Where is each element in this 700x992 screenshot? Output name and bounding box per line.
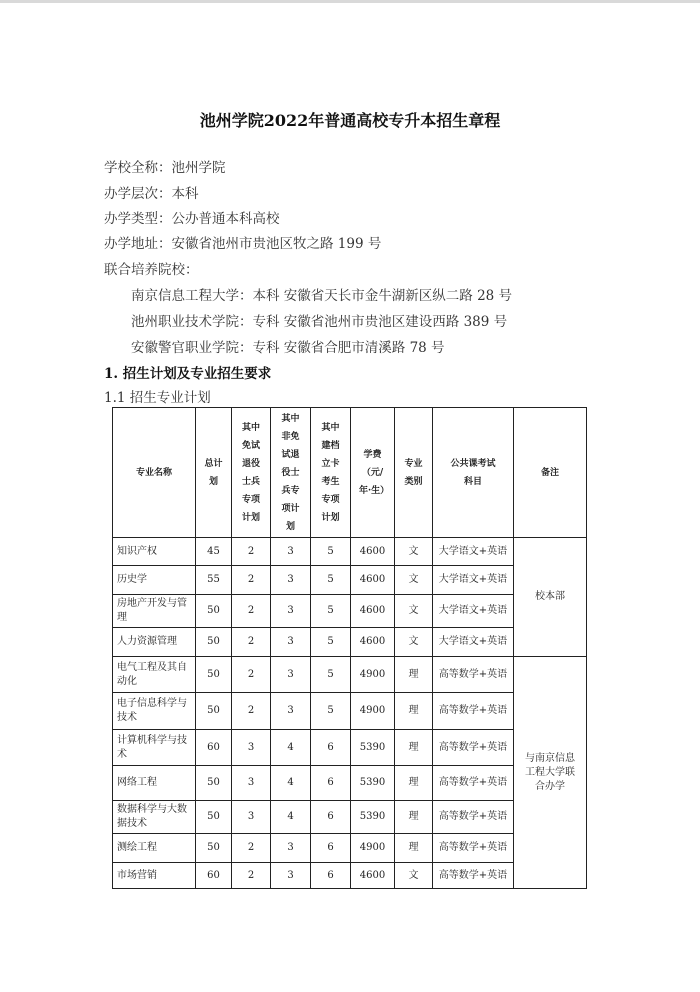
table-cell: 大学语文+英语 (433, 628, 514, 657)
table-cell: 文 (395, 628, 433, 657)
column-header: 总计划 (196, 408, 232, 538)
table-cell: 4900 (351, 834, 395, 863)
table-cell: 高等数学+英语 (433, 834, 514, 863)
table-cell: 大学语文+英语 (433, 566, 514, 595)
table-cell: 50 (196, 766, 232, 801)
partner-item: 安徽警官职业学院：专科 安徽省合肥市清溪路 78 号 (131, 340, 445, 356)
table-cell: 网络工程 (113, 766, 196, 801)
table-cell: 2 (232, 693, 271, 730)
table-cell: 3 (271, 657, 311, 693)
table-cell: 6 (311, 863, 351, 889)
info-partners-label: 联合培养院校： (104, 262, 199, 278)
table-cell: 理 (395, 693, 433, 730)
table-cell: 历史学 (113, 566, 196, 595)
table-cell: 6 (311, 834, 351, 863)
column-header: 备注 (514, 408, 587, 538)
info-level: 办学层次：本科 (104, 186, 199, 202)
table-cell: 6 (311, 730, 351, 766)
table-cell: 2 (232, 657, 271, 693)
table-cell: 5390 (351, 766, 395, 801)
table-cell: 知识产权 (113, 538, 196, 566)
table-row (113, 657, 587, 693)
table-cell: 高等数学+英语 (433, 766, 514, 801)
table-cell: 5 (311, 538, 351, 566)
info-type: 办学类型：公办普通本科高校 (104, 211, 280, 227)
table-cell: 高等数学+英语 (433, 801, 514, 834)
table-cell: 4 (271, 730, 311, 766)
table-cell: 文 (395, 595, 433, 628)
table-cell: 理 (395, 657, 433, 693)
table-cell: 5390 (351, 730, 395, 766)
table-cell: 50 (196, 834, 232, 863)
table-cell: 4900 (351, 657, 395, 693)
table-cell: 高等数学+英语 (433, 863, 514, 889)
table-cell: 5 (311, 628, 351, 657)
table-cell: 50 (196, 801, 232, 834)
column-header: 专业名称 (113, 408, 196, 538)
table-cell: 3 (271, 538, 311, 566)
column-header: 专业类别 (395, 408, 433, 538)
table-cell: 3 (232, 730, 271, 766)
table-cell: 3 (271, 693, 311, 730)
table-row (113, 538, 587, 566)
table-cell: 5 (311, 595, 351, 628)
table-cell: 3 (271, 566, 311, 595)
table-cell: 4600 (351, 628, 395, 657)
table-cell: 测绘工程 (113, 834, 196, 863)
column-header: 公共课考试科目 (433, 408, 514, 538)
table-cell: 市场营销 (113, 863, 196, 889)
table-cell: 2 (232, 538, 271, 566)
table-cell: 4600 (351, 595, 395, 628)
table-cell: 50 (196, 628, 232, 657)
table-cell: 3 (271, 863, 311, 889)
section-heading: 1. 招生计划及专业招生要求 (104, 366, 272, 382)
table-cell: 50 (196, 595, 232, 628)
table-cell: 60 (196, 863, 232, 889)
remark-cell: 与南京信息工程大学联合办学 (514, 657, 587, 889)
table-cell: 4 (271, 766, 311, 801)
table-cell: 人力资源管理 (113, 628, 196, 657)
table-cell: 50 (196, 657, 232, 693)
table-cell: 电气工程及其自动化 (113, 657, 196, 693)
table-cell: 文 (395, 538, 433, 566)
table-cell: 高等数学+英语 (433, 693, 514, 730)
table-cell: 50 (196, 693, 232, 730)
table-cell: 55 (196, 566, 232, 595)
column-header: 学费（元/年·生） (351, 408, 395, 538)
table-cell: 2 (232, 628, 271, 657)
table-cell: 3 (271, 595, 311, 628)
table-cell: 大学语文+英语 (433, 538, 514, 566)
table-cell: 理 (395, 766, 433, 801)
table-cell: 大学语文+英语 (433, 595, 514, 628)
table-cell: 5390 (351, 801, 395, 834)
table-cell: 文 (395, 863, 433, 889)
table-cell: 6 (311, 766, 351, 801)
table-cell: 4 (271, 801, 311, 834)
partner-item: 南京信息工程大学：本科 安徽省天长市金牛湖新区纵二路 28 号 (131, 288, 513, 304)
table-cell: 45 (196, 538, 232, 566)
enrollment-plan-table (112, 407, 587, 889)
table-cell: 3 (232, 766, 271, 801)
table-cell: 数据科学与大数据技术 (113, 801, 196, 834)
document-title: 池州学院2022年普通高校专升本招生章程 (199, 111, 501, 130)
column-header: 其中建档立卡考生专项计划 (311, 408, 351, 538)
table-cell: 理 (395, 801, 433, 834)
table-cell: 房地产开发与管理 (113, 595, 196, 628)
table-cell: 2 (232, 566, 271, 595)
table-cell: 文 (395, 566, 433, 595)
table-cell: 2 (232, 863, 271, 889)
table-cell: 5 (311, 657, 351, 693)
table-cell: 5 (311, 566, 351, 595)
table-cell: 高等数学+英语 (433, 657, 514, 693)
table-cell: 60 (196, 730, 232, 766)
info-school-name: 学校全称：池州学院 (104, 160, 226, 176)
table-cell: 4600 (351, 566, 395, 595)
table-cell: 4600 (351, 863, 395, 889)
table-cell: 理 (395, 730, 433, 766)
table-cell: 4900 (351, 693, 395, 730)
subsection-heading: 1.1 招生专业计划 (104, 390, 211, 406)
remark-cell: 校本部 (514, 538, 587, 657)
table-cell: 5 (311, 693, 351, 730)
table-cell: 6 (311, 801, 351, 834)
table-cell: 计算机科学与技术 (113, 730, 196, 766)
table-cell: 4600 (351, 538, 395, 566)
table-cell: 2 (232, 834, 271, 863)
column-header: 其中非免试退役士兵专项计划 (271, 408, 311, 538)
partner-item: 池州职业技术学院：专科 安徽省池州市贵池区建设西路 389 号 (131, 314, 508, 330)
column-header: 其中免试退役士兵专项计划 (232, 408, 271, 538)
table-cell: 高等数学+英语 (433, 730, 514, 766)
table-cell: 3 (271, 834, 311, 863)
table-cell: 3 (232, 801, 271, 834)
table-cell: 电子信息科学与技术 (113, 693, 196, 730)
info-address: 办学地址：安徽省池州市贵池区牧之路 199 号 (104, 236, 382, 252)
table-cell: 3 (271, 628, 311, 657)
table-cell: 2 (232, 595, 271, 628)
table-cell: 理 (395, 834, 433, 863)
